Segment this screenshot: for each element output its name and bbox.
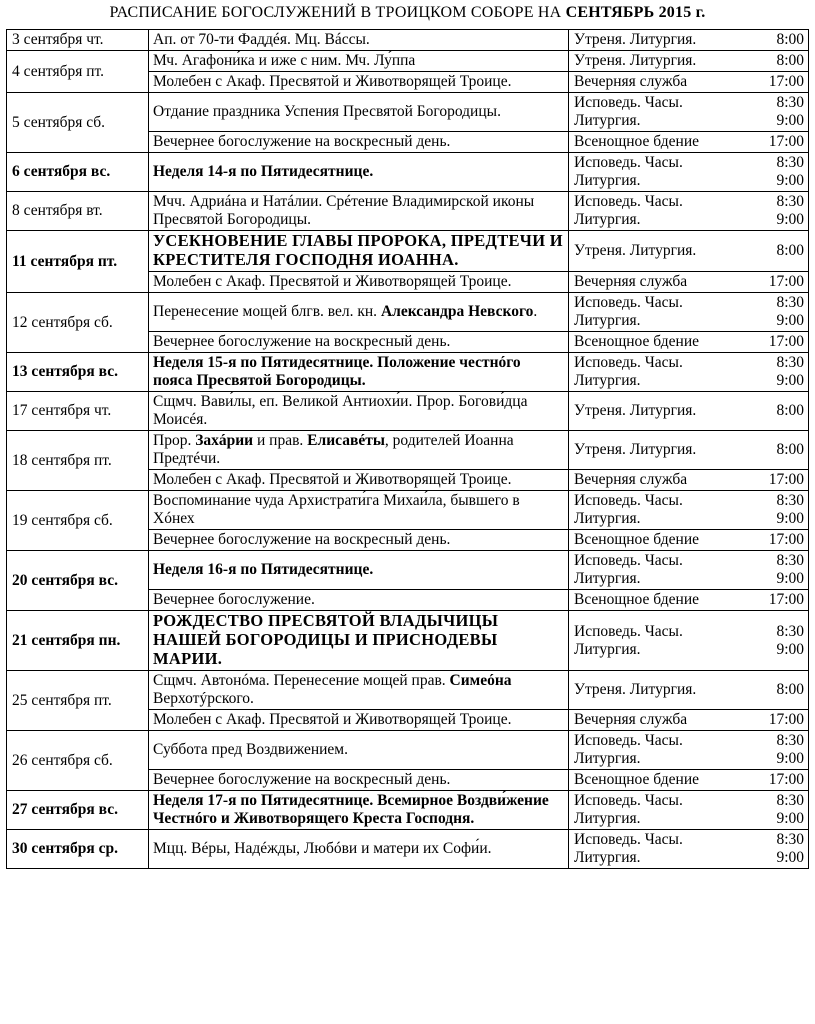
- service-time: 17:00: [768, 133, 804, 150]
- schedule-row: [7, 192, 809, 231]
- description-segment: Прор.: [153, 432, 196, 449]
- description-segment: Молебен с Акаф. Пресвятой и Животворящей Троице.: [153, 471, 512, 488]
- service-times: [569, 491, 809, 530]
- service-times: [569, 293, 809, 332]
- description-segment: Захáрии: [195, 432, 254, 449]
- service-name: Исповедь. Часы.: [574, 831, 683, 848]
- service-times: [569, 272, 809, 293]
- event-description: [149, 590, 569, 611]
- day-date: 6 сентября вс.: [7, 153, 149, 192]
- service-times: [569, 93, 809, 132]
- day-date: 4 сентября пт.: [7, 51, 149, 93]
- schedule-row: [7, 431, 809, 470]
- service-name: Утреня. Литургия.: [574, 52, 697, 69]
- service-line: [574, 732, 804, 750]
- service-line: [574, 492, 804, 510]
- service-name: Вечерняя служба: [574, 711, 688, 728]
- description-segment: Молебен с Акаф. Пресвятой и Животворящей Троице.: [153, 73, 512, 90]
- service-times: [569, 431, 809, 470]
- service-time: 8:30: [776, 193, 804, 210]
- description-segment: Александра Невского: [380, 303, 534, 320]
- description-segment: Перенесение мощей блгв. вел. кн.: [153, 303, 381, 320]
- schedule-row: [7, 30, 809, 51]
- event-description: [149, 830, 569, 869]
- service-times: [569, 72, 809, 93]
- event-description: [149, 470, 569, 491]
- event-description: [149, 153, 569, 192]
- service-name: Литургия.: [574, 849, 641, 866]
- service-time: 8:00: [776, 31, 804, 48]
- page-title: [0, 4, 815, 22]
- service-name: Литургия.: [574, 750, 641, 767]
- service-line: [574, 570, 804, 588]
- description-segment: Мчч. Адриáна и Натáлии. Срéтение Владимирской иконы Пресвятой Богородицы.: [153, 193, 535, 228]
- service-time: 9:00: [776, 510, 804, 527]
- service-line: [574, 294, 804, 312]
- description-segment: Сщмч. Вави́лы, еп. Великой Антиохи́и. Прор. Богови́дца Моисéя.: [153, 393, 528, 428]
- service-name: Вечерняя служба: [574, 73, 688, 90]
- service-name: Всенощное бдение: [574, 771, 699, 788]
- service-name: Утреня. Литургия.: [574, 402, 697, 419]
- day-date: 17 сентября чт.: [7, 392, 149, 431]
- service-line: [574, 711, 804, 729]
- service-name: Литургия.: [574, 112, 641, 129]
- service-line: [574, 94, 804, 112]
- service-time: 9:00: [776, 570, 804, 587]
- schedule-row: [7, 551, 809, 590]
- service-time: 8:00: [776, 441, 804, 458]
- day-date: 25 сентября пт.: [7, 671, 149, 731]
- day-date: 19 сентября сб.: [7, 491, 149, 551]
- service-time: 8:00: [776, 681, 804, 698]
- service-name: Исповедь. Часы.: [574, 732, 683, 749]
- service-line: [574, 591, 804, 609]
- service-time: 8:30: [776, 492, 804, 509]
- schedule-row: [7, 293, 809, 332]
- event-description: [149, 530, 569, 551]
- event-description: [149, 551, 569, 590]
- schedule-row: [7, 611, 809, 671]
- description-segment: .: [533, 303, 538, 320]
- service-name: Исповедь. Часы.: [574, 193, 683, 210]
- service-times: [569, 51, 809, 72]
- service-time: 17:00: [768, 471, 804, 488]
- service-line: [574, 273, 804, 291]
- service-line: [574, 312, 804, 330]
- description-segment: Вечернее богослужение на воскресный день.: [153, 333, 451, 350]
- day-date: 12 сентября сб.: [7, 293, 149, 353]
- service-line: [574, 193, 804, 211]
- day-date: 5 сентября сб.: [7, 93, 149, 153]
- event-description: [149, 611, 569, 671]
- description-segment: Неделя 15-я по Пятидесятнице. Положение честнóго пояса Пресвятой Богородицы.: [153, 354, 521, 389]
- service-line: [574, 372, 804, 390]
- service-name: Исповедь. Часы.: [574, 622, 683, 640]
- service-times: [569, 192, 809, 231]
- service-line: [574, 211, 804, 229]
- service-time: 17:00: [768, 531, 804, 548]
- service-name: Исповедь. Часы.: [574, 552, 683, 569]
- service-line: [574, 552, 804, 570]
- service-time: 17:00: [768, 711, 804, 728]
- service-line: [574, 641, 804, 659]
- service-name: Литургия.: [574, 211, 641, 228]
- description-segment: Вечернее богослужение на воскресный день.: [153, 771, 451, 788]
- schedule-row: [7, 791, 809, 830]
- service-time: 8:00: [776, 52, 804, 69]
- service-line: [574, 441, 804, 459]
- service-time: 8:00: [776, 402, 804, 419]
- description-segment: Неделя 17-я по Пятидесятнице. Всемирное Воздви́жение Честнóго и Животворящего Креста Господня.: [153, 792, 549, 827]
- service-line: [574, 750, 804, 768]
- service-time: 8:30: [776, 622, 804, 640]
- service-name: Всенощное бдение: [574, 133, 699, 150]
- description-segment: УСЕКНОВЕНИЕ ГЛАВЫ ПРОРОКА, ПРЕДТЕЧИ И КРЕСТИТЕЛЯ ГОСПОДНЯ ИОАННА.: [153, 231, 563, 269]
- service-time: 8:00: [776, 242, 804, 259]
- description-segment: , родителей Иоанна Предтéчи.: [153, 432, 514, 467]
- description-segment: Мч. Агафони́ка и иже с ним. Мч. Лу́ппа: [153, 52, 416, 69]
- service-time: 8:30: [776, 831, 804, 848]
- service-times: [569, 671, 809, 710]
- event-description: [149, 353, 569, 392]
- day-date: 26 сентября сб.: [7, 731, 149, 791]
- service-times: [569, 132, 809, 153]
- service-name: Утреня. Литургия.: [574, 681, 697, 698]
- event-description: [149, 671, 569, 710]
- service-name: Исповедь. Часы.: [574, 492, 683, 509]
- schedule-row: [7, 93, 809, 132]
- day-date: 20 сентября вс.: [7, 551, 149, 611]
- schedule-row: [7, 671, 809, 710]
- day-date: 30 сентября ср.: [7, 830, 149, 869]
- service-line: [574, 154, 804, 172]
- day-date: 3 сентября чт.: [7, 30, 149, 51]
- service-time: 9:00: [776, 849, 804, 866]
- service-name: Исповедь. Часы.: [574, 154, 683, 171]
- service-times: [569, 830, 809, 869]
- service-name: Утреня. Литургия.: [574, 441, 697, 458]
- service-name: Литургия.: [574, 312, 641, 329]
- description-segment: Воспоминание чуда Архистрати́га Михаи́ла, бывшего в Хóнех: [153, 492, 520, 527]
- service-line: [574, 172, 804, 190]
- service-line: [574, 792, 804, 810]
- service-times: [569, 30, 809, 51]
- service-time: 9:00: [776, 372, 804, 389]
- service-line: [574, 531, 804, 549]
- service-time: 9:00: [776, 172, 804, 189]
- service-times: [569, 551, 809, 590]
- service-name: Литургия.: [574, 570, 641, 587]
- event-description: [149, 491, 569, 530]
- service-time: 8:30: [776, 294, 804, 311]
- service-name: Литургия.: [574, 172, 641, 189]
- service-line: [574, 354, 804, 372]
- event-description: [149, 51, 569, 72]
- service-line: [574, 831, 804, 849]
- description-segment: РОЖДЕСТВО ПРЕСВЯТОЙ ВЛАДЫЧИЦЫ НАШЕЙ БОГОРОДИЦЫ И ПРИСНОДЕВЫ МАРИИ.: [153, 611, 499, 668]
- service-times: [569, 590, 809, 611]
- schedule-table: [6, 29, 809, 869]
- service-line: [574, 849, 804, 867]
- service-line: [574, 133, 804, 151]
- description-segment: Молебен с Акаф. Пресвятой и Животворящей Троице.: [153, 711, 512, 728]
- description-segment: Неделя 14-я по Пятидесятнице.: [153, 163, 374, 180]
- schedule-row: [7, 231, 809, 272]
- service-time: 17:00: [768, 771, 804, 788]
- event-description: [149, 392, 569, 431]
- service-name: Исповедь. Часы.: [574, 792, 683, 809]
- service-time: 17:00: [768, 273, 804, 290]
- schedule-row: [7, 491, 809, 530]
- service-time: 9:00: [776, 312, 804, 329]
- description-segment: Суббота пред Воздвижением.: [153, 741, 348, 758]
- schedule-row: [7, 830, 809, 869]
- service-name: Всенощное бдение: [574, 531, 699, 548]
- event-description: [149, 93, 569, 132]
- description-segment: Отдание праздника Успения Пресвятой Богородицы.: [153, 103, 501, 120]
- event-description: [149, 770, 569, 791]
- description-segment: Сщмч. Автонóма. Перенесение мощей прав.: [153, 672, 450, 689]
- service-time: 8:30: [776, 732, 804, 749]
- event-description: [149, 332, 569, 353]
- service-name: Литургия.: [574, 510, 641, 527]
- service-time: 8:30: [776, 792, 804, 809]
- event-description: [149, 30, 569, 51]
- service-times: [569, 710, 809, 731]
- service-name: Литургия.: [574, 640, 641, 658]
- event-description: [149, 791, 569, 830]
- service-name: Вечерняя служба: [574, 273, 688, 290]
- service-times: [569, 470, 809, 491]
- description-segment: Ап. от 70-ти Фаддéя. Мц. Вáссы.: [153, 31, 370, 48]
- title-prefix: РАСПИСАНИЕ БОГОСЛУЖЕНИЙ В ТРОИЦКОМ СОБОРЕ НА: [109, 4, 566, 21]
- event-description: [149, 710, 569, 731]
- event-description: [149, 293, 569, 332]
- day-date: 21 сентября пн.: [7, 611, 149, 671]
- day-date: 27 сентября вс.: [7, 791, 149, 830]
- description-segment: Вечернее богослужение.: [153, 591, 315, 608]
- service-times: [569, 231, 809, 272]
- description-segment: Вечернее богослужение на воскресный день.: [153, 133, 451, 150]
- service-line: [574, 771, 804, 789]
- day-date: 13 сентября вс.: [7, 353, 149, 392]
- service-times: [569, 791, 809, 830]
- service-time: 8:30: [776, 354, 804, 371]
- service-line: [574, 402, 804, 420]
- service-line: [574, 623, 804, 641]
- service-times: [569, 332, 809, 353]
- service-time: 8:30: [776, 552, 804, 569]
- service-name: Литургия.: [574, 372, 641, 389]
- day-date: 18 сентября пт.: [7, 431, 149, 491]
- schedule-row: [7, 153, 809, 192]
- service-line: [574, 810, 804, 828]
- service-name: Утреня. Литургия.: [574, 242, 697, 259]
- service-line: [574, 112, 804, 130]
- service-time: 9:00: [776, 211, 804, 228]
- service-time: 9:00: [776, 810, 804, 827]
- service-times: [569, 611, 809, 671]
- description-segment: и прав.: [253, 432, 308, 449]
- schedule-row: [7, 51, 809, 72]
- service-time: 17:00: [768, 333, 804, 350]
- day-date: 8 сентября вт.: [7, 192, 149, 231]
- service-times: [569, 353, 809, 392]
- service-line: [574, 681, 804, 699]
- title-month: СЕНТЯБРЬ 2015 г.: [565, 4, 706, 21]
- schedule-row: [7, 353, 809, 392]
- event-description: [149, 132, 569, 153]
- schedule-row: [7, 392, 809, 431]
- event-description: [149, 231, 569, 272]
- service-line: [574, 73, 804, 91]
- service-time: 8:30: [776, 94, 804, 111]
- schedule-row: [7, 731, 809, 770]
- service-name: Литургия.: [574, 810, 641, 827]
- schedule-body: [7, 30, 809, 869]
- service-name: Исповедь. Часы.: [574, 354, 683, 371]
- service-name: Всенощное бдение: [574, 591, 699, 608]
- service-line: [574, 471, 804, 489]
- description-segment: Мцц. Вéры, Надéжды, Любóви и матери их Софи́и.: [153, 840, 492, 857]
- description-segment: Вечернее богослужение на воскресный день.: [153, 531, 451, 548]
- event-description: [149, 72, 569, 93]
- event-description: [149, 731, 569, 770]
- service-time: 9:00: [776, 112, 804, 129]
- event-description: [149, 272, 569, 293]
- description-segment: Неделя 16-я по Пятидесятнице.: [153, 561, 374, 578]
- service-line: [574, 333, 804, 351]
- service-line: [574, 242, 804, 260]
- service-line: [574, 31, 804, 49]
- description-segment: Симеóна: [449, 672, 512, 689]
- service-time: 9:00: [776, 640, 804, 658]
- service-name: Вечерняя служба: [574, 471, 688, 488]
- service-times: [569, 153, 809, 192]
- service-time: 9:00: [776, 750, 804, 767]
- service-line: [574, 510, 804, 528]
- service-times: [569, 731, 809, 770]
- service-line: [574, 52, 804, 70]
- service-time: 17:00: [768, 73, 804, 90]
- description-segment: Елисавéты: [307, 432, 385, 449]
- day-date: 11 сентября пт.: [7, 231, 149, 293]
- service-times: [569, 530, 809, 551]
- service-times: [569, 770, 809, 791]
- event-description: [149, 431, 569, 470]
- service-name: Утреня. Литургия.: [574, 31, 697, 48]
- service-time: 17:00: [768, 591, 804, 608]
- service-time: 8:30: [776, 154, 804, 171]
- service-name: Исповедь. Часы.: [574, 94, 683, 111]
- service-name: Исповедь. Часы.: [574, 294, 683, 311]
- service-name: Всенощное бдение: [574, 333, 699, 350]
- description-segment: Молебен с Акаф. Пресвятой и Животворящей Троице.: [153, 273, 512, 290]
- event-description: [149, 192, 569, 231]
- description-segment: Верхотýрского.: [153, 690, 254, 707]
- service-times: [569, 392, 809, 431]
